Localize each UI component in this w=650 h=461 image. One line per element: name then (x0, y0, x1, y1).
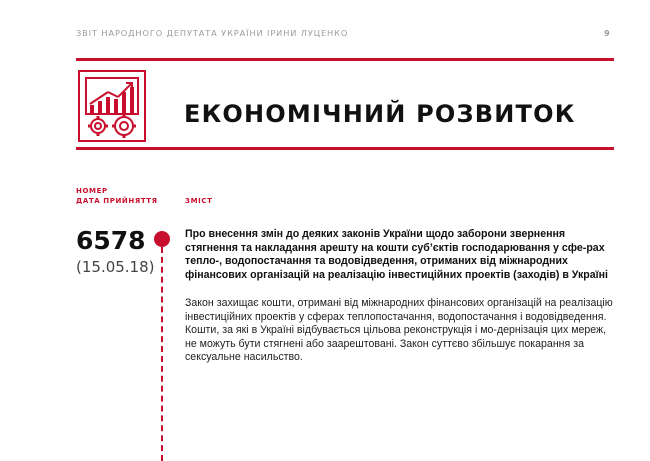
section-bottom-rule (76, 147, 614, 150)
page-number: 9 (604, 28, 610, 38)
content-column-label: ЗМІСТ (185, 197, 213, 205)
law-number: 6578 (76, 226, 146, 255)
section-title: ЕКОНОМІЧНИЙ РОЗВИТОК (184, 100, 576, 128)
number-date-column-label (76, 186, 158, 206)
economic-growth-chart-gears-icon (76, 68, 148, 144)
date-label: ДАТА ПРИЙНЯТТЯ (76, 197, 158, 205)
section-top-rule (76, 58, 614, 61)
law-title: Про внесення змін до деяких законів України щодо заборони звернення стягнення та накладання арешту на кошти суб’єктів господарювання у сфе-рах тепло-, водопостачання та водовідведення, отриманих від міжнародних фінансових організацій на реалізацію інвестиційних проектів (заходів) в Україні (185, 228, 608, 281)
timeline-line (161, 247, 163, 461)
law-date: (15.05.18) (76, 258, 155, 276)
number-label: НОМЕР (76, 187, 108, 195)
report-header-title: ЗВІТ НАРОДНОГО ДЕПУТАТА УКРАЇНИ ІРИНИ ЛУЦЕНКО (76, 28, 349, 38)
law-description: Закон захищає кошти, отримані від міжнародних фінансових організацій на реалізацію інвестиційних проектів у сферах теплопостачання, водопостачання і водовідведення. Кошти, за які в Україні відбувається цільова реконструкція і мо-дернізація цих мереж, не можуть бути стягнені або заарештовані. Закон суттєво збільшує покарання за сексуальне насильство. (185, 297, 613, 364)
timeline-dot (154, 231, 170, 247)
